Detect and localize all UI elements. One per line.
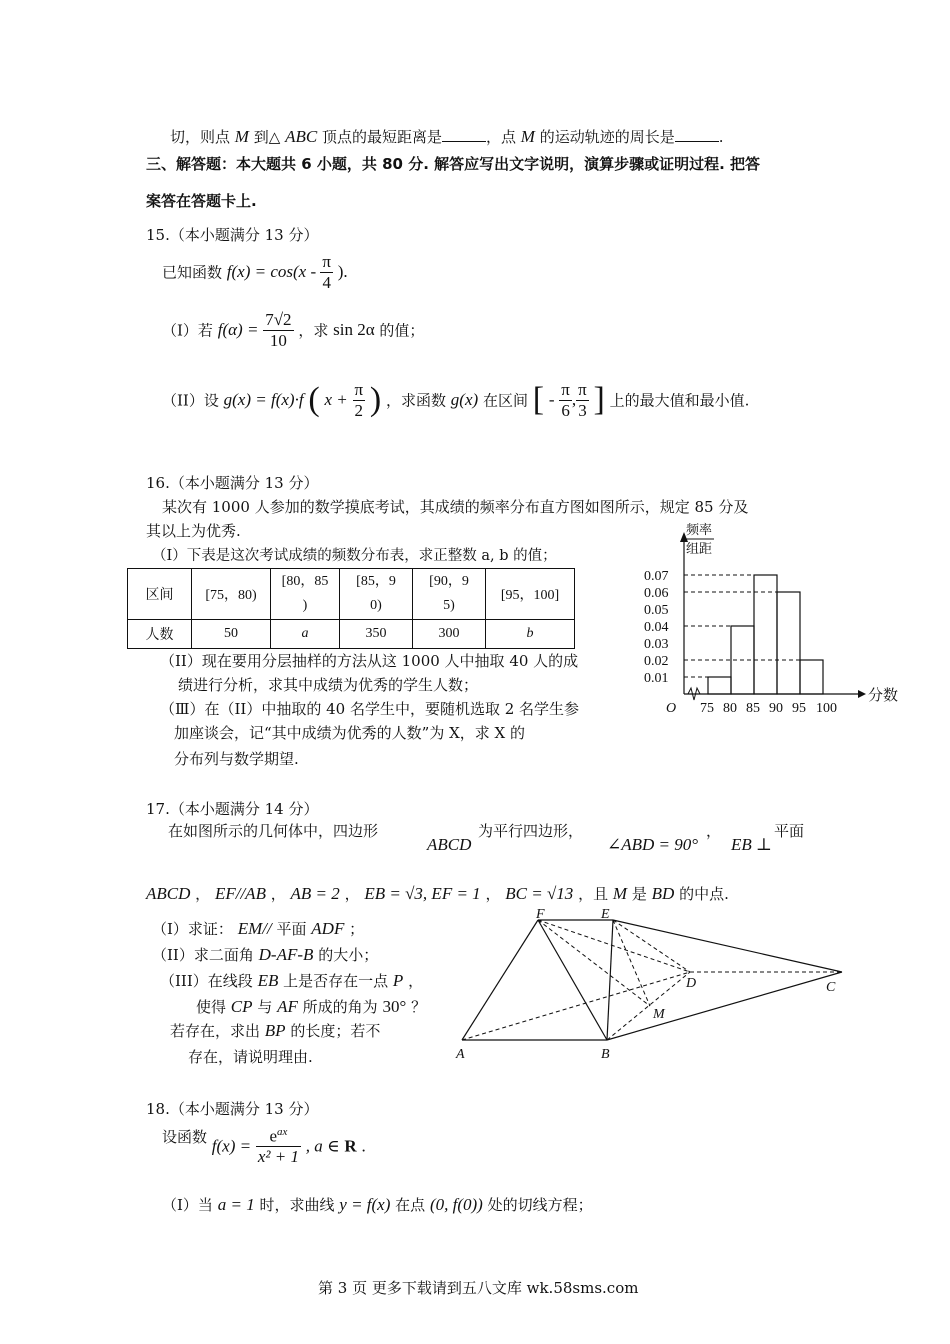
eb-ef: EB = √3, EF = 1 xyxy=(364,884,481,903)
q17-plane: 平面 xyxy=(774,822,805,840)
left-paren: ( xyxy=(308,381,320,419)
numerator: π xyxy=(561,380,570,399)
numerator xyxy=(256,1126,301,1147)
comma: , xyxy=(571,390,577,410)
q17-head: 17.（本小题满分 14 分） xyxy=(146,800,319,818)
q17-part3d: 存在，请说明理由. xyxy=(188,1048,313,1066)
text: ). xyxy=(337,262,348,282)
label-e: E xyxy=(601,907,610,922)
f-lhs: f(x) = xyxy=(211,1136,252,1156)
q15-head: 15.（本小题满分 13 分） xyxy=(146,226,319,244)
pi-over-6 xyxy=(559,380,572,420)
x-tick-label: 100 xyxy=(816,701,837,716)
text: 切，则点 xyxy=(170,128,231,146)
frequency-histogram xyxy=(630,518,910,723)
a-in: , a ∈ xyxy=(305,1136,340,1156)
left-bracket: [ xyxy=(532,381,545,419)
q15-part1 xyxy=(162,310,424,350)
numerator: π xyxy=(322,252,331,271)
text: 的长度；若不 xyxy=(290,1022,381,1040)
q18-head: 18.（本小题满分 13 分） xyxy=(146,1100,319,1118)
x-tick-label: 90 xyxy=(769,701,783,716)
denominator: 2 xyxy=(354,400,364,420)
exp-fraction xyxy=(256,1126,301,1167)
text: 的大小； xyxy=(318,946,379,964)
table-row xyxy=(128,569,575,620)
q16-part2a: （II）现在要用分层抽样的方法从这 1000 人中抽取 40 人的成 xyxy=(160,652,579,670)
denominator: x² + 1 xyxy=(257,1147,300,1167)
label-c: C xyxy=(826,980,836,995)
edge-ec xyxy=(613,920,842,972)
var-m: M xyxy=(234,127,249,146)
geometry-figure xyxy=(450,900,860,1070)
edge-bd xyxy=(607,972,690,1040)
text: 所成的角为 xyxy=(302,998,378,1016)
answer-blank xyxy=(675,127,719,142)
answer-blank xyxy=(442,127,486,142)
edge-bc xyxy=(607,972,842,1040)
frequency-table xyxy=(127,568,575,649)
text: ； xyxy=(349,920,365,938)
edge-ad xyxy=(462,972,690,1040)
text: ， xyxy=(485,885,501,903)
text: 的中点. xyxy=(679,885,729,903)
top-line xyxy=(170,126,724,147)
section3-line1: 三、解答题：本大题共 6 小题，共 80 分. 解答应写出文字说明，演算步骤或证明过程. 把答 xyxy=(146,155,761,173)
edge-fm xyxy=(538,920,650,1006)
thirty-degrees: 30° xyxy=(382,997,407,1016)
table-cell: [85，9 0) xyxy=(340,569,413,620)
x-tick-label: 85 xyxy=(746,701,760,716)
page-footer: 第 3 页 更多下载请到五八文库 wk.58sms.com xyxy=(318,1279,639,1297)
table-cell: 区间 xyxy=(128,569,192,620)
text: ，点 xyxy=(485,128,516,146)
x-tick-label: 95 xyxy=(792,701,806,716)
table-cell: 人数 xyxy=(128,620,192,649)
y-tick-label: 0.06 xyxy=(644,586,669,601)
curve: y = f(x) xyxy=(339,1195,391,1214)
y-tick-label: 0.05 xyxy=(644,603,669,618)
x-tick-label: 80 xyxy=(723,701,737,716)
q17-abcd: ABCD xyxy=(427,835,472,854)
x-plus: x + xyxy=(324,390,348,410)
text: 的值； xyxy=(379,321,425,340)
text: ？ xyxy=(411,998,427,1016)
text: ，求 xyxy=(298,321,329,340)
text: 是 xyxy=(631,885,647,903)
var-abc: ABC xyxy=(285,127,318,146)
q17-part3b xyxy=(196,996,426,1017)
q16-part1: （Ⅰ）下表是这次考试成绩的频数分布表，求正整数 a, b 的值； xyxy=(152,548,557,564)
y-tick-label: 0.03 xyxy=(644,637,669,652)
adf: ADF xyxy=(311,919,345,938)
table-cell: 300 xyxy=(413,620,486,649)
label-a: A xyxy=(456,1047,465,1062)
labels xyxy=(644,522,898,716)
em-parallel: EM// xyxy=(237,919,272,938)
q17-part2 xyxy=(152,944,378,965)
q16-part3b: 加座谈会，记“其中成绩为优秀的人数”为 X，求 X 的 xyxy=(174,724,526,742)
pi-over-3 xyxy=(576,380,589,420)
bars xyxy=(708,575,823,694)
q17-eb-perp: EB ⊥ xyxy=(731,835,773,854)
text: ， xyxy=(195,885,211,903)
text: 上是否存在一点 xyxy=(283,972,389,990)
edge-eb xyxy=(607,920,613,1040)
q16-part3c: 分布列与数学期望. xyxy=(174,750,299,768)
text: ， xyxy=(270,885,286,903)
histogram-bar xyxy=(777,592,800,694)
q18-intro xyxy=(162,1126,366,1167)
var-m: M xyxy=(520,127,535,146)
text: ， xyxy=(408,972,424,990)
ef-parallel-ab: EF//AB xyxy=(214,884,266,903)
right-paren: ) xyxy=(369,381,382,419)
axes xyxy=(680,532,866,700)
edge-fa xyxy=(462,920,538,1040)
edge-fb xyxy=(538,920,607,1040)
text: （II）求二面角 xyxy=(152,946,254,964)
text: 顶点的最短距离是 xyxy=(321,128,442,146)
y-axis-label-bottom: 组距 xyxy=(686,541,713,556)
dafb: D-AF-B xyxy=(258,945,314,964)
q15-part2 xyxy=(162,380,749,420)
table-cell: a xyxy=(271,620,340,649)
numerator: π xyxy=(578,380,587,399)
point: (0, f(0)) xyxy=(429,1195,483,1214)
text: 在点 xyxy=(395,1196,426,1214)
y-tick-label: 0.01 xyxy=(644,671,669,686)
text: 已知函数 xyxy=(162,263,223,282)
denominator: 3 xyxy=(578,400,587,420)
x-tick-label: 75 xyxy=(700,701,714,716)
x-axis-arrow xyxy=(858,690,866,698)
q17-comma: ， xyxy=(706,822,722,840)
origin-label: O xyxy=(666,701,677,716)
histogram-bar xyxy=(800,660,823,694)
q17-part3a xyxy=(160,970,423,991)
text: （Ⅰ）求证： xyxy=(152,920,233,938)
table-cell: [90，9 5) xyxy=(413,569,486,620)
denominator: 4 xyxy=(322,272,331,292)
q17-part1 xyxy=(152,918,364,939)
bd: BD xyxy=(651,884,675,903)
q16-head: 16.（本小题满分 13 分） xyxy=(146,474,319,492)
table-cell: b xyxy=(486,620,575,649)
abcd: ABCD xyxy=(146,884,191,903)
q16-intro1: 某次有 1000 人参加的数学摸底考试，其成绩的频率分布直方图如图所示，规定 85 分及 xyxy=(162,498,749,516)
text: 设函数 xyxy=(162,1128,208,1146)
f-def: f(x) = cos(x - xyxy=(226,262,321,282)
table-cell: [95，100] xyxy=(486,569,575,620)
right-bracket: ] xyxy=(593,381,605,419)
table-cell: [80，85 ) xyxy=(271,569,340,620)
y-tick-label: 0.07 xyxy=(644,569,669,584)
text: 在区间 xyxy=(482,391,528,410)
e: e xyxy=(269,1126,278,1146)
cp: CP xyxy=(230,997,253,1016)
q16-part3a: （Ⅲ）在（II）中抽取的 40 名学生中，要随机选取 2 名学生参 xyxy=(160,700,580,718)
text: 上的最大值和最小值. xyxy=(609,391,750,410)
text: 与 xyxy=(257,998,273,1016)
sin-2alpha: sin 2α xyxy=(333,320,375,340)
text: （Ⅰ）当 xyxy=(162,1196,213,1214)
var-m: M xyxy=(612,884,628,903)
text: . xyxy=(718,128,724,146)
af: AF xyxy=(277,997,298,1016)
text: （III）在线段 xyxy=(160,972,253,990)
ab-eq-2: AB = 2 xyxy=(290,884,340,903)
text: 平面 xyxy=(276,920,307,938)
text: . xyxy=(361,1136,366,1156)
text: 使得 xyxy=(196,998,227,1016)
text: 到△ xyxy=(253,128,281,146)
y-axis-label-top: 频率 xyxy=(686,522,713,537)
x-axis-label: 分数 xyxy=(868,688,899,704)
text: 时，求曲线 xyxy=(259,1196,335,1214)
text: ，求函数 xyxy=(385,391,446,410)
numerator: π xyxy=(354,380,364,399)
pi-over-4 xyxy=(320,252,333,292)
section3-line2: 案答在答题卡上. xyxy=(146,192,257,210)
table-cell: [75，80) xyxy=(192,569,271,620)
y-tick-label: 0.04 xyxy=(644,620,669,635)
g-x: g(x) xyxy=(450,390,479,410)
pi-over-2 xyxy=(353,380,366,420)
label-d: D xyxy=(686,976,697,991)
text: （Ⅰ）若 xyxy=(162,321,213,340)
table-row xyxy=(128,620,575,649)
table-cell: 50 xyxy=(192,620,271,649)
bp: BP xyxy=(264,1021,286,1040)
table-cell: 350 xyxy=(340,620,413,649)
q17-intro-a: 在如图所示的几何体中，四边形 xyxy=(168,822,379,840)
g-def: g(x) = f(x)·f xyxy=(223,390,304,410)
seven-root2-over-10 xyxy=(263,310,293,350)
q16-intro2: 其以上为优秀. xyxy=(146,522,241,540)
q17-angle: ∠ABD = 90° xyxy=(607,835,699,854)
reals: R xyxy=(344,1136,357,1156)
label-b: B xyxy=(601,1047,610,1062)
eb: EB xyxy=(257,971,279,990)
denominator: 10 xyxy=(269,330,287,350)
q16-part2b: 绩进行分析，求其中成绩为优秀的学生人数； xyxy=(178,676,479,694)
text: 若存在，求出 xyxy=(170,1022,261,1040)
histogram-bar xyxy=(754,575,777,694)
f-alpha: f(α) = xyxy=(217,320,259,340)
bc: BC = √13 xyxy=(505,884,574,903)
a-eq-1: a = 1 xyxy=(217,1195,255,1214)
q17-intro-b: 为平行四边形， xyxy=(478,822,584,840)
q17-part3c xyxy=(170,1020,380,1041)
label-f: F xyxy=(536,907,545,922)
denominator: 6 xyxy=(561,400,570,420)
numerator: 7√2 xyxy=(265,310,292,329)
var-p: P xyxy=(392,971,404,990)
text: 的运动轨迹的周长是 xyxy=(539,128,675,146)
q18-part1 xyxy=(162,1194,593,1215)
text: 处的切线方程； xyxy=(487,1196,593,1214)
histogram-bar xyxy=(708,677,731,694)
q15-intro xyxy=(162,252,348,292)
text: （II）设 xyxy=(162,391,219,410)
label-m: M xyxy=(653,1007,665,1022)
text: ，且 xyxy=(578,885,609,903)
minus: - xyxy=(548,390,555,410)
text: ， xyxy=(344,885,360,903)
exponent: ax xyxy=(277,1126,288,1138)
y-tick-label: 0.02 xyxy=(644,654,669,669)
edge-fd xyxy=(538,920,690,972)
